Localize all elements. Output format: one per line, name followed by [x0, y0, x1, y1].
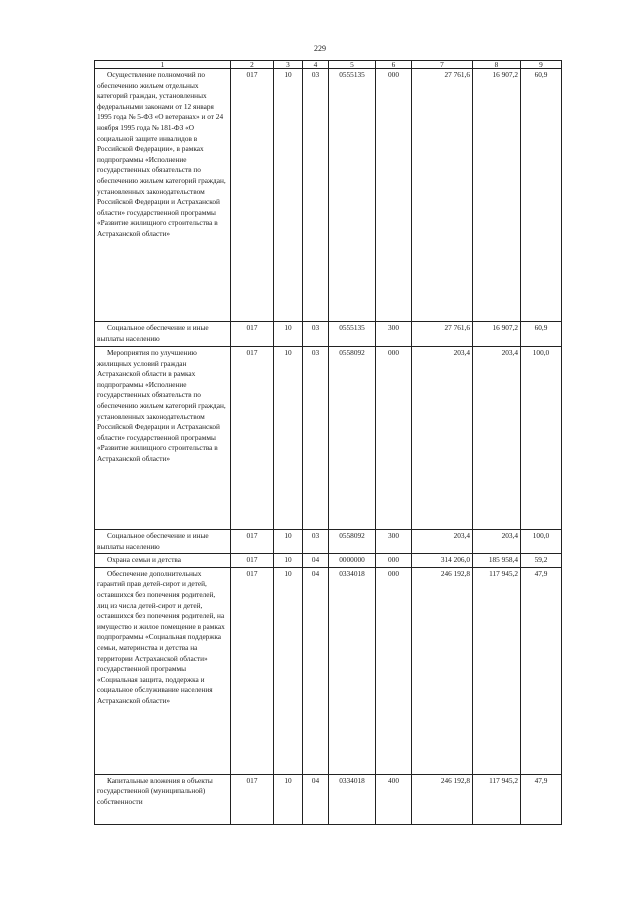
page-number: 229	[314, 44, 326, 53]
cell-col7: 27 761,6	[412, 69, 473, 322]
cell-col2: 017	[231, 322, 274, 347]
cell-col9: 60,9	[521, 69, 562, 322]
col-header-4: 4	[303, 61, 329, 69]
row-description: Охрана семьи и детства	[95, 554, 231, 568]
cell-col5: 0555135	[329, 322, 376, 347]
table-row	[95, 567, 562, 774]
cell-col7: 203,4	[412, 347, 473, 530]
col-header-6: 6	[376, 61, 412, 69]
cell-col2: 017	[231, 774, 274, 824]
cell-col8: 117 945,2	[473, 567, 521, 774]
cell-col3: 10	[274, 530, 303, 554]
cell-col9: 59,2	[521, 554, 562, 568]
cell-col6: 000	[376, 69, 412, 322]
cell-col3: 10	[274, 347, 303, 530]
row-description: Обеспечение дополнительных гарантий прав детей-сирот и детей, оставшихся без попечения родителей, лиц из числа детей-сирот и детей, оставшихся без попечения родителей, на имущество и жилое помещение в рамках подпрограммы «Социальная поддержка семьи, материнства и детства на территории Астраханской области» государственной программы «Социальная защита, поддержка и социальное обслуживание населения Астраханской области»	[95, 567, 231, 774]
cell-col2: 017	[231, 567, 274, 774]
col-header-2: 2	[231, 61, 274, 69]
col-header-9: 9	[521, 61, 562, 69]
cell-col5: 0000000	[329, 554, 376, 568]
cell-col5: 0558092	[329, 347, 376, 530]
cell-col6: 000	[376, 554, 412, 568]
col-header-8: 8	[473, 61, 521, 69]
cell-col3: 10	[274, 567, 303, 774]
cell-col3: 10	[274, 774, 303, 824]
cell-col4: 04	[303, 554, 329, 568]
cell-col4: 04	[303, 567, 329, 774]
cell-col7: 27 761,6	[412, 322, 473, 347]
cell-col6: 400	[376, 774, 412, 824]
table-row	[95, 774, 562, 824]
row-description: Социальное обеспечение и иные выплаты населению	[95, 530, 231, 554]
cell-col8: 203,4	[473, 347, 521, 530]
cell-col2: 017	[231, 530, 274, 554]
budget-table	[94, 60, 562, 825]
cell-col7: 314 206,0	[412, 554, 473, 568]
table-row	[95, 554, 562, 568]
cell-col2: 017	[231, 554, 274, 568]
cell-col9: 47,9	[521, 567, 562, 774]
cell-col4: 04	[303, 774, 329, 824]
cell-col8: 16 907,2	[473, 69, 521, 322]
col-header-5: 5	[329, 61, 376, 69]
cell-col6: 300	[376, 530, 412, 554]
cell-col6: 300	[376, 322, 412, 347]
header-row	[95, 61, 562, 69]
row-description: Мероприятия по улучшению жилищных условий граждан Астраханской области в рамках подпрограммы «Исполнение государственных обязательств по обеспечению жильем категорий граждан, установленных законодательством Российской Федерации и Астраханской области» государственной программы «Развитие жилищного строительства в Астраханской области»	[95, 347, 231, 530]
row-description: Осуществление полномочий по обеспечению жильем отдельных категорий граждан, установленных федеральными законами от 12 января 1995 года № 5-ФЗ «О ветеранах» и от 24 ноября 1995 года № 181-ФЗ «О социальной защите инвалидов в Российской Федерации», в рамках подпрограммы «Исполнение государственных обязательств по обеспечению жильем категорий граждан, установленных законодательством Российской Федерации и Астраханской области» государственной программы «Развитие жилищного строительства в Астраханской области»	[95, 69, 231, 322]
row-description: Капитальные вложения в объекты государственной (муниципальной) собственности	[95, 774, 231, 824]
cell-col9: 100,0	[521, 347, 562, 530]
col-header-3: 3	[274, 61, 303, 69]
cell-col9: 60,9	[521, 322, 562, 347]
cell-col6: 000	[376, 347, 412, 530]
table-row	[95, 69, 562, 322]
cell-col8: 16 907,2	[473, 322, 521, 347]
cell-col2: 017	[231, 69, 274, 322]
cell-col2: 017	[231, 347, 274, 530]
cell-col9: 100,0	[521, 530, 562, 554]
cell-col3: 10	[274, 69, 303, 322]
cell-col4: 03	[303, 322, 329, 347]
table-row	[95, 322, 562, 347]
cell-col3: 10	[274, 322, 303, 347]
cell-col4: 03	[303, 69, 329, 322]
cell-col3: 10	[274, 554, 303, 568]
cell-col5: 0334018	[329, 567, 376, 774]
cell-col8: 117 945,2	[473, 774, 521, 824]
cell-col9: 47,9	[521, 774, 562, 824]
cell-col7: 246 192,8	[412, 774, 473, 824]
cell-col6: 000	[376, 567, 412, 774]
row-description: Социальное обеспечение и иные выплаты населению	[95, 322, 231, 347]
table-row	[95, 347, 562, 530]
cell-col5: 0555135	[329, 69, 376, 322]
col-header-1: 1	[95, 61, 231, 69]
cell-col4: 03	[303, 530, 329, 554]
cell-col8: 185 958,4	[473, 554, 521, 568]
cell-col4: 03	[303, 347, 329, 530]
cell-col5: 0558092	[329, 530, 376, 554]
table-row	[95, 530, 562, 554]
col-header-7: 7	[412, 61, 473, 69]
cell-col5: 0334018	[329, 774, 376, 824]
cell-col8: 203,4	[473, 530, 521, 554]
cell-col7: 203,4	[412, 530, 473, 554]
cell-col7: 246 192,8	[412, 567, 473, 774]
